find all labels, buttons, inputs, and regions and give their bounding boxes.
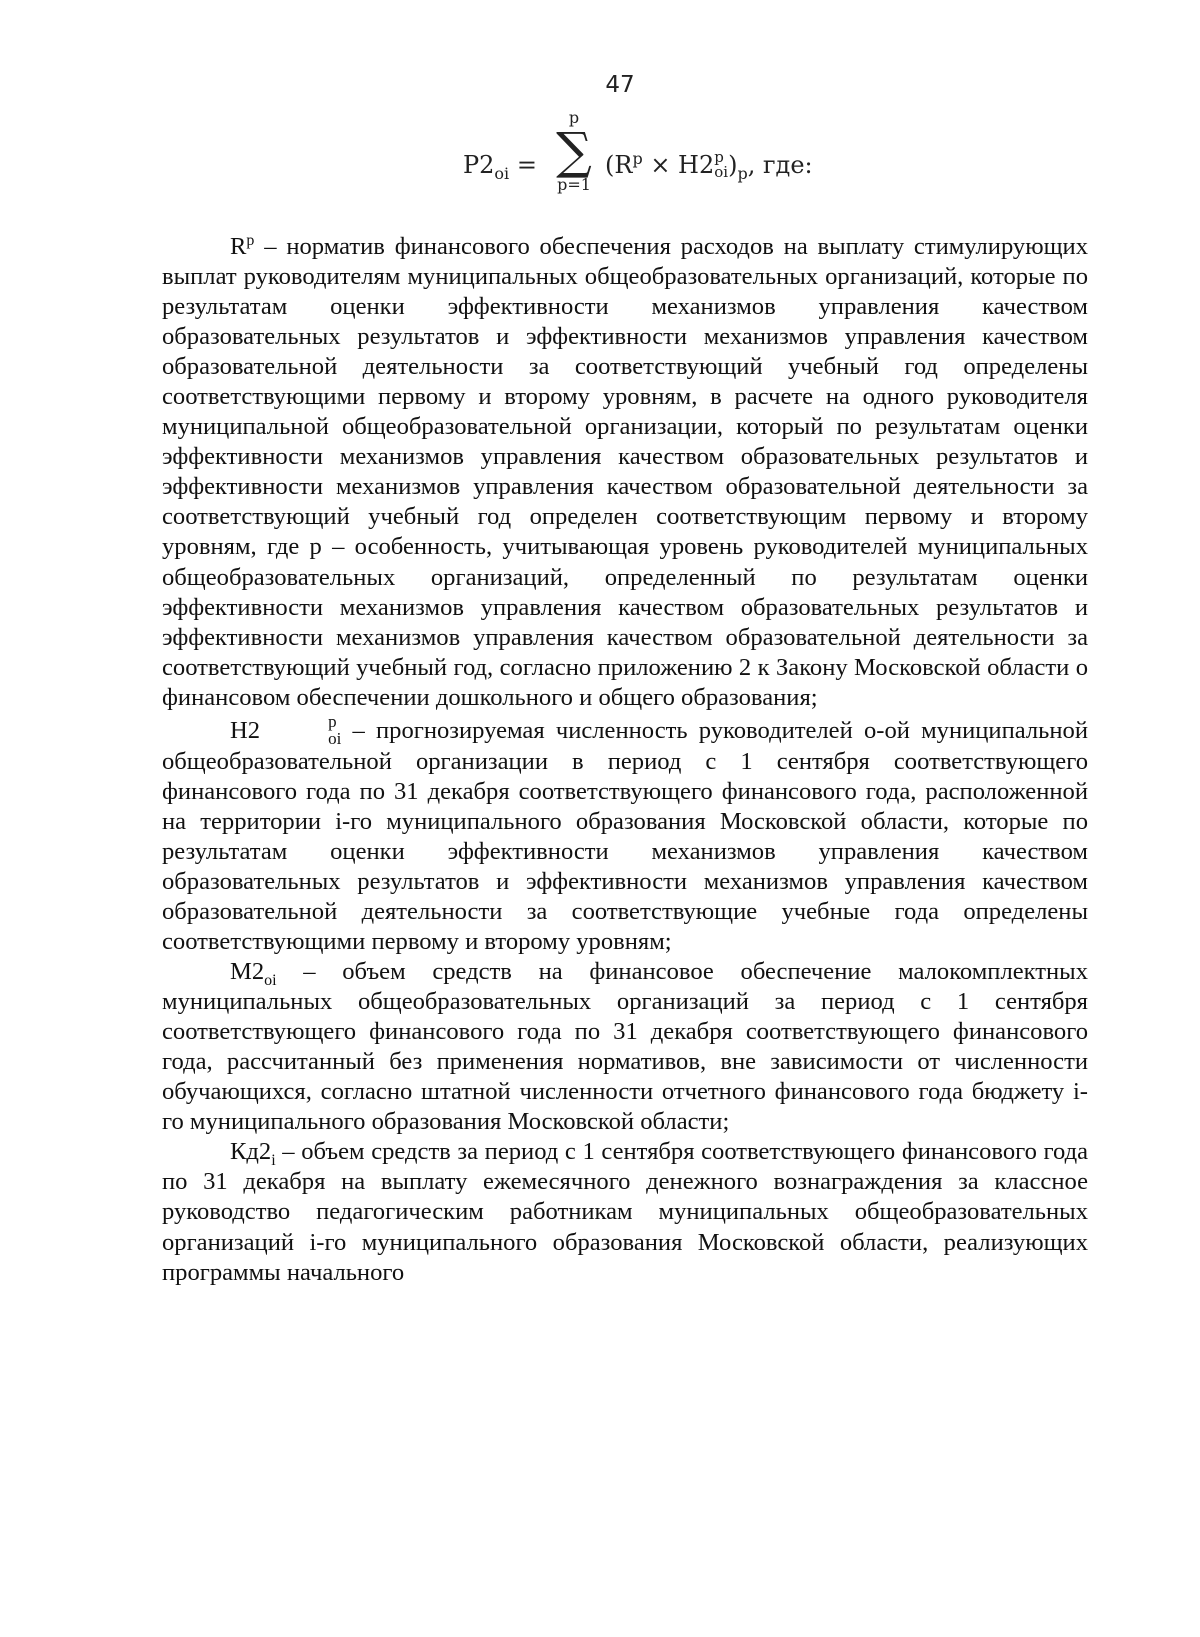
variable-base: Кд2 — [230, 1138, 272, 1166]
formula-h-sub: oi — [714, 162, 729, 181]
sum-lower-limit: p=1 — [557, 175, 591, 194]
formula-rhs-close: ) — [728, 151, 738, 179]
page-number: 47 — [605, 72, 635, 98]
formula-rhs-times: × H2 — [642, 151, 715, 179]
paragraph-text: – объем средств на финансовое обеспечение малокомплектных муниципальных общеобразовательных организаций за период с 1 сентября соответствующего финансового года по 31 декабря соответствующего финансового года, рассчитанный без применения нормативов, вне зависимости от численности обучающихся, согласно штатной численности отчетного финансового года бюджету i-го муниципального образования Московской области; — [162, 958, 1088, 1136]
formula-rhs-tail: , где: — [747, 151, 813, 179]
formula-lhs-sub: oi — [494, 163, 510, 183]
variable-rp — [230, 233, 254, 260]
variable-sup: p — [328, 711, 337, 731]
formula-rhs — [605, 147, 813, 183]
variable-supsub — [260, 713, 341, 747]
paragraph-kd2 — [162, 1137, 1088, 1287]
formula-r-sup: p — [632, 149, 643, 168]
paragraph-rp — [162, 232, 1088, 713]
variable-base: R — [230, 233, 247, 260]
variable-h2 — [230, 711, 342, 748]
variable-base: H2 — [230, 716, 261, 744]
variable-sup: p — [246, 231, 255, 249]
body-text — [162, 232, 1088, 1288]
formula-summation — [548, 110, 600, 194]
formula-equals: = — [516, 151, 537, 179]
variable-sub: oi — [264, 971, 277, 989]
paragraph-h2 — [162, 713, 1088, 957]
formula-lhs-base: P2 — [463, 151, 495, 179]
formula-rhs-open: (R — [605, 151, 633, 179]
variable-m2 — [230, 958, 277, 989]
formula-lhs — [463, 151, 537, 183]
formula-close-sub: p — [737, 163, 748, 183]
paragraph-text: – прогнозируемая численность руководителей o-ой муниципальной общеобразовательной организации в период с 1 сентября соответствующего финансового года по 31 декабря соответствующего финансового года, расположенной на территории i-го муниципального образования Московской области, которые по результатам оценки эффективности механизмов управления качеством образовательных результатов и эффективности механизмов управления качеством образовательной деятельности за соответствующие учебные года определены соответствующими первому и второму уровням; — [162, 716, 1088, 956]
variable-sub: oi — [328, 728, 342, 748]
variable-kd2 — [230, 1138, 276, 1170]
variable-sub: i — [271, 1152, 276, 1170]
paragraph-m2 — [162, 957, 1088, 1137]
variable-base: M2 — [230, 958, 265, 986]
sum-upper-limit: p — [568, 108, 580, 127]
formula-h-sup: p — [714, 147, 724, 166]
formula-h-supsub — [714, 147, 729, 181]
paragraph-text: – норматив финансового обеспечения расходов на выплату стимулирующих выплат руководителям муниципальных общеобразовательных организаций, которые по результатам оценки эффективности механизмов управления качеством образовательных результатов и эффективности механизмов управления качеством образовательной деятельности за соответствующий учебный год определены соответствующими первому и второму уровням, в расчете на одного руководителя муниципальной общеобразовательной организации, который по результатам оценки эффективности механизмов управления качеством образовательных результатов и эффективности механизмов управления качеством образовательной деятельности за соответствующий учебный год определен соответствующим первому и второму уровням, где p – особенность, учитывающая уровень руководителей муниципальных общеобразовательных организаций, определенный по результатам оценки эффективности механизмов управления качеством образовательных результатов и эффективности механизмов управления качеством образовательной деятельности за соответствующий учебный год, согласно приложению 2 к Закону Московской области о финансовом обеспечении дошкольного и общего образования; — [162, 233, 1088, 711]
sigma-icon: ∑ — [556, 122, 592, 180]
paragraph-text: – объем средств за период с 1 сентября соответствующего финансового года по 31 декабря на выплату ежемесячного денежного вознаграждения за классное руководство педагогическим работникам муниципальных общеобразовательных организаций i-го муниципального образования Московской области, реализующих программы начального — [162, 1138, 1088, 1286]
